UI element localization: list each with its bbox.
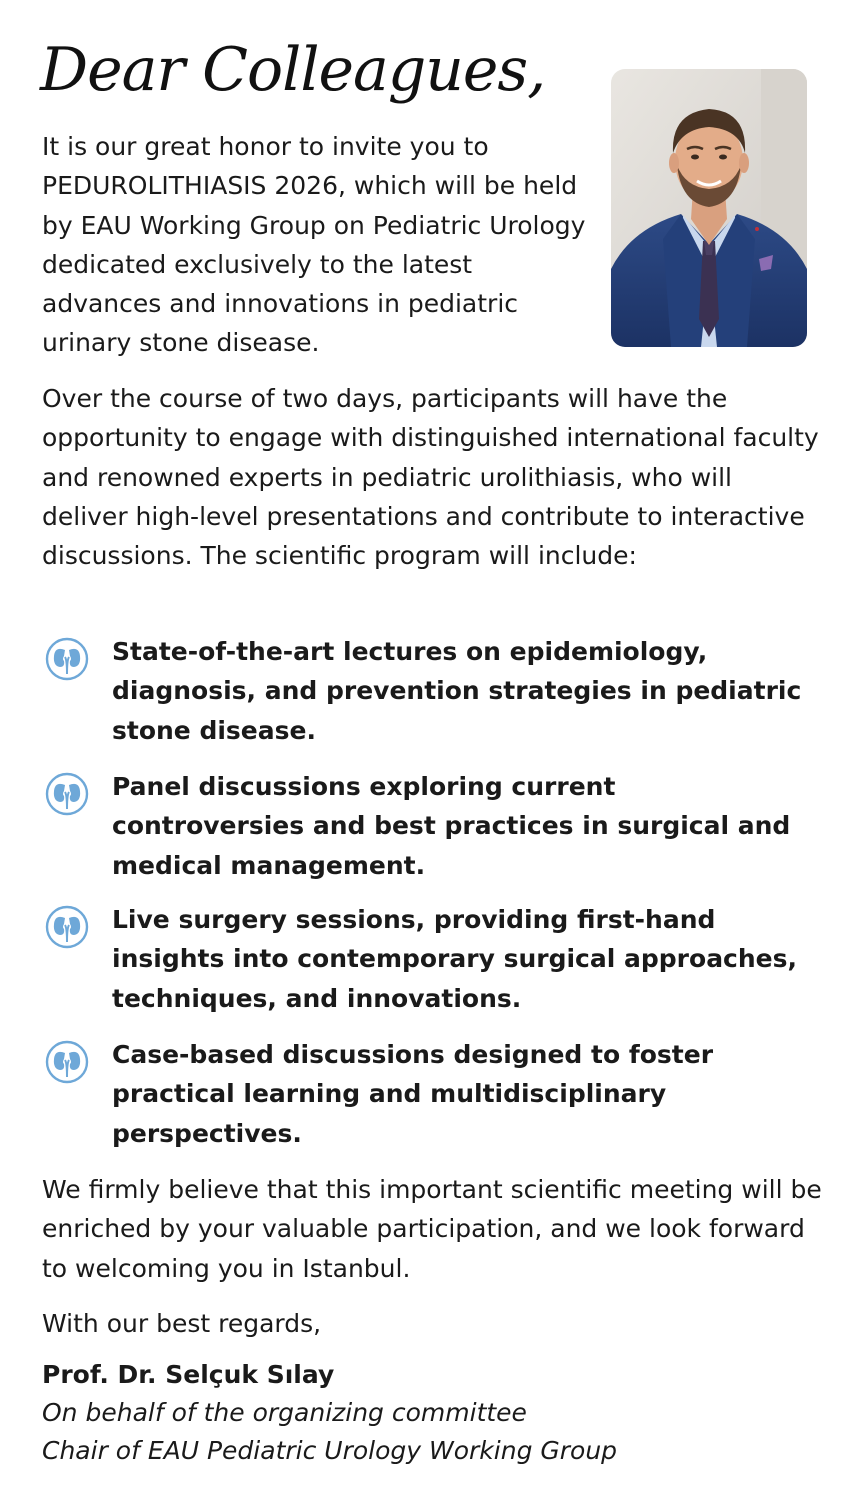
kidney-icon	[44, 1039, 90, 1085]
program-intro-paragraph: Over the course of two days, participants will have the opportunity to engage with distinguished international faculty and renowned experts in pediatric urolithiasis, who will deliver high-level presentations and contribute to interactive discussions. The scientific program will include:	[42, 384, 819, 571]
program-item-text: Panel discussions exploring current controversies and best practices in surgical and medical management.	[112, 772, 791, 880]
program-item-text: State-of-the-art lectures on epidemiology, diagnosis, and prevention strategies in pediatric stone disease.	[112, 637, 802, 745]
signatory-name: Prof. Dr. Selçuk Sılay	[42, 1360, 335, 1389]
program-item-text: Case-based discussions designed to foster practical learning and multidisciplinary perspectives.	[112, 1040, 714, 1148]
signatory-title: Chair of EAU Pediatric Urology Working Group	[42, 1436, 618, 1465]
program-item-text: Live surgery sessions, providing first-hand insights into contemporary surgical approaches, techniques, and innovations.	[112, 905, 798, 1013]
signature-block	[42, 1356, 822, 1470]
closing-paragraph: We firmly believe that this important scientific meeting will be enriched by your valuable participation, and we look forward to welcoming you in Istanbul.	[42, 1175, 822, 1283]
signatory-role: On behalf of the organizing committee	[42, 1398, 527, 1427]
regards-line: With our best regards,	[42, 1309, 322, 1338]
greeting-heading: Dear Colleagues,	[40, 35, 546, 105]
kidney-icon	[44, 904, 90, 950]
intro-paragraph: It is our great honor to invite you to PEDUROLITHIASIS 2026, which will be held by EAU Working Group on Pediatric Urology dedicated exclusively to the latest advances and innovations in pediatric urinary stone disease.	[42, 132, 586, 358]
kidney-icon	[44, 771, 90, 817]
chair-portrait	[611, 69, 807, 347]
kidney-icon	[44, 636, 90, 682]
